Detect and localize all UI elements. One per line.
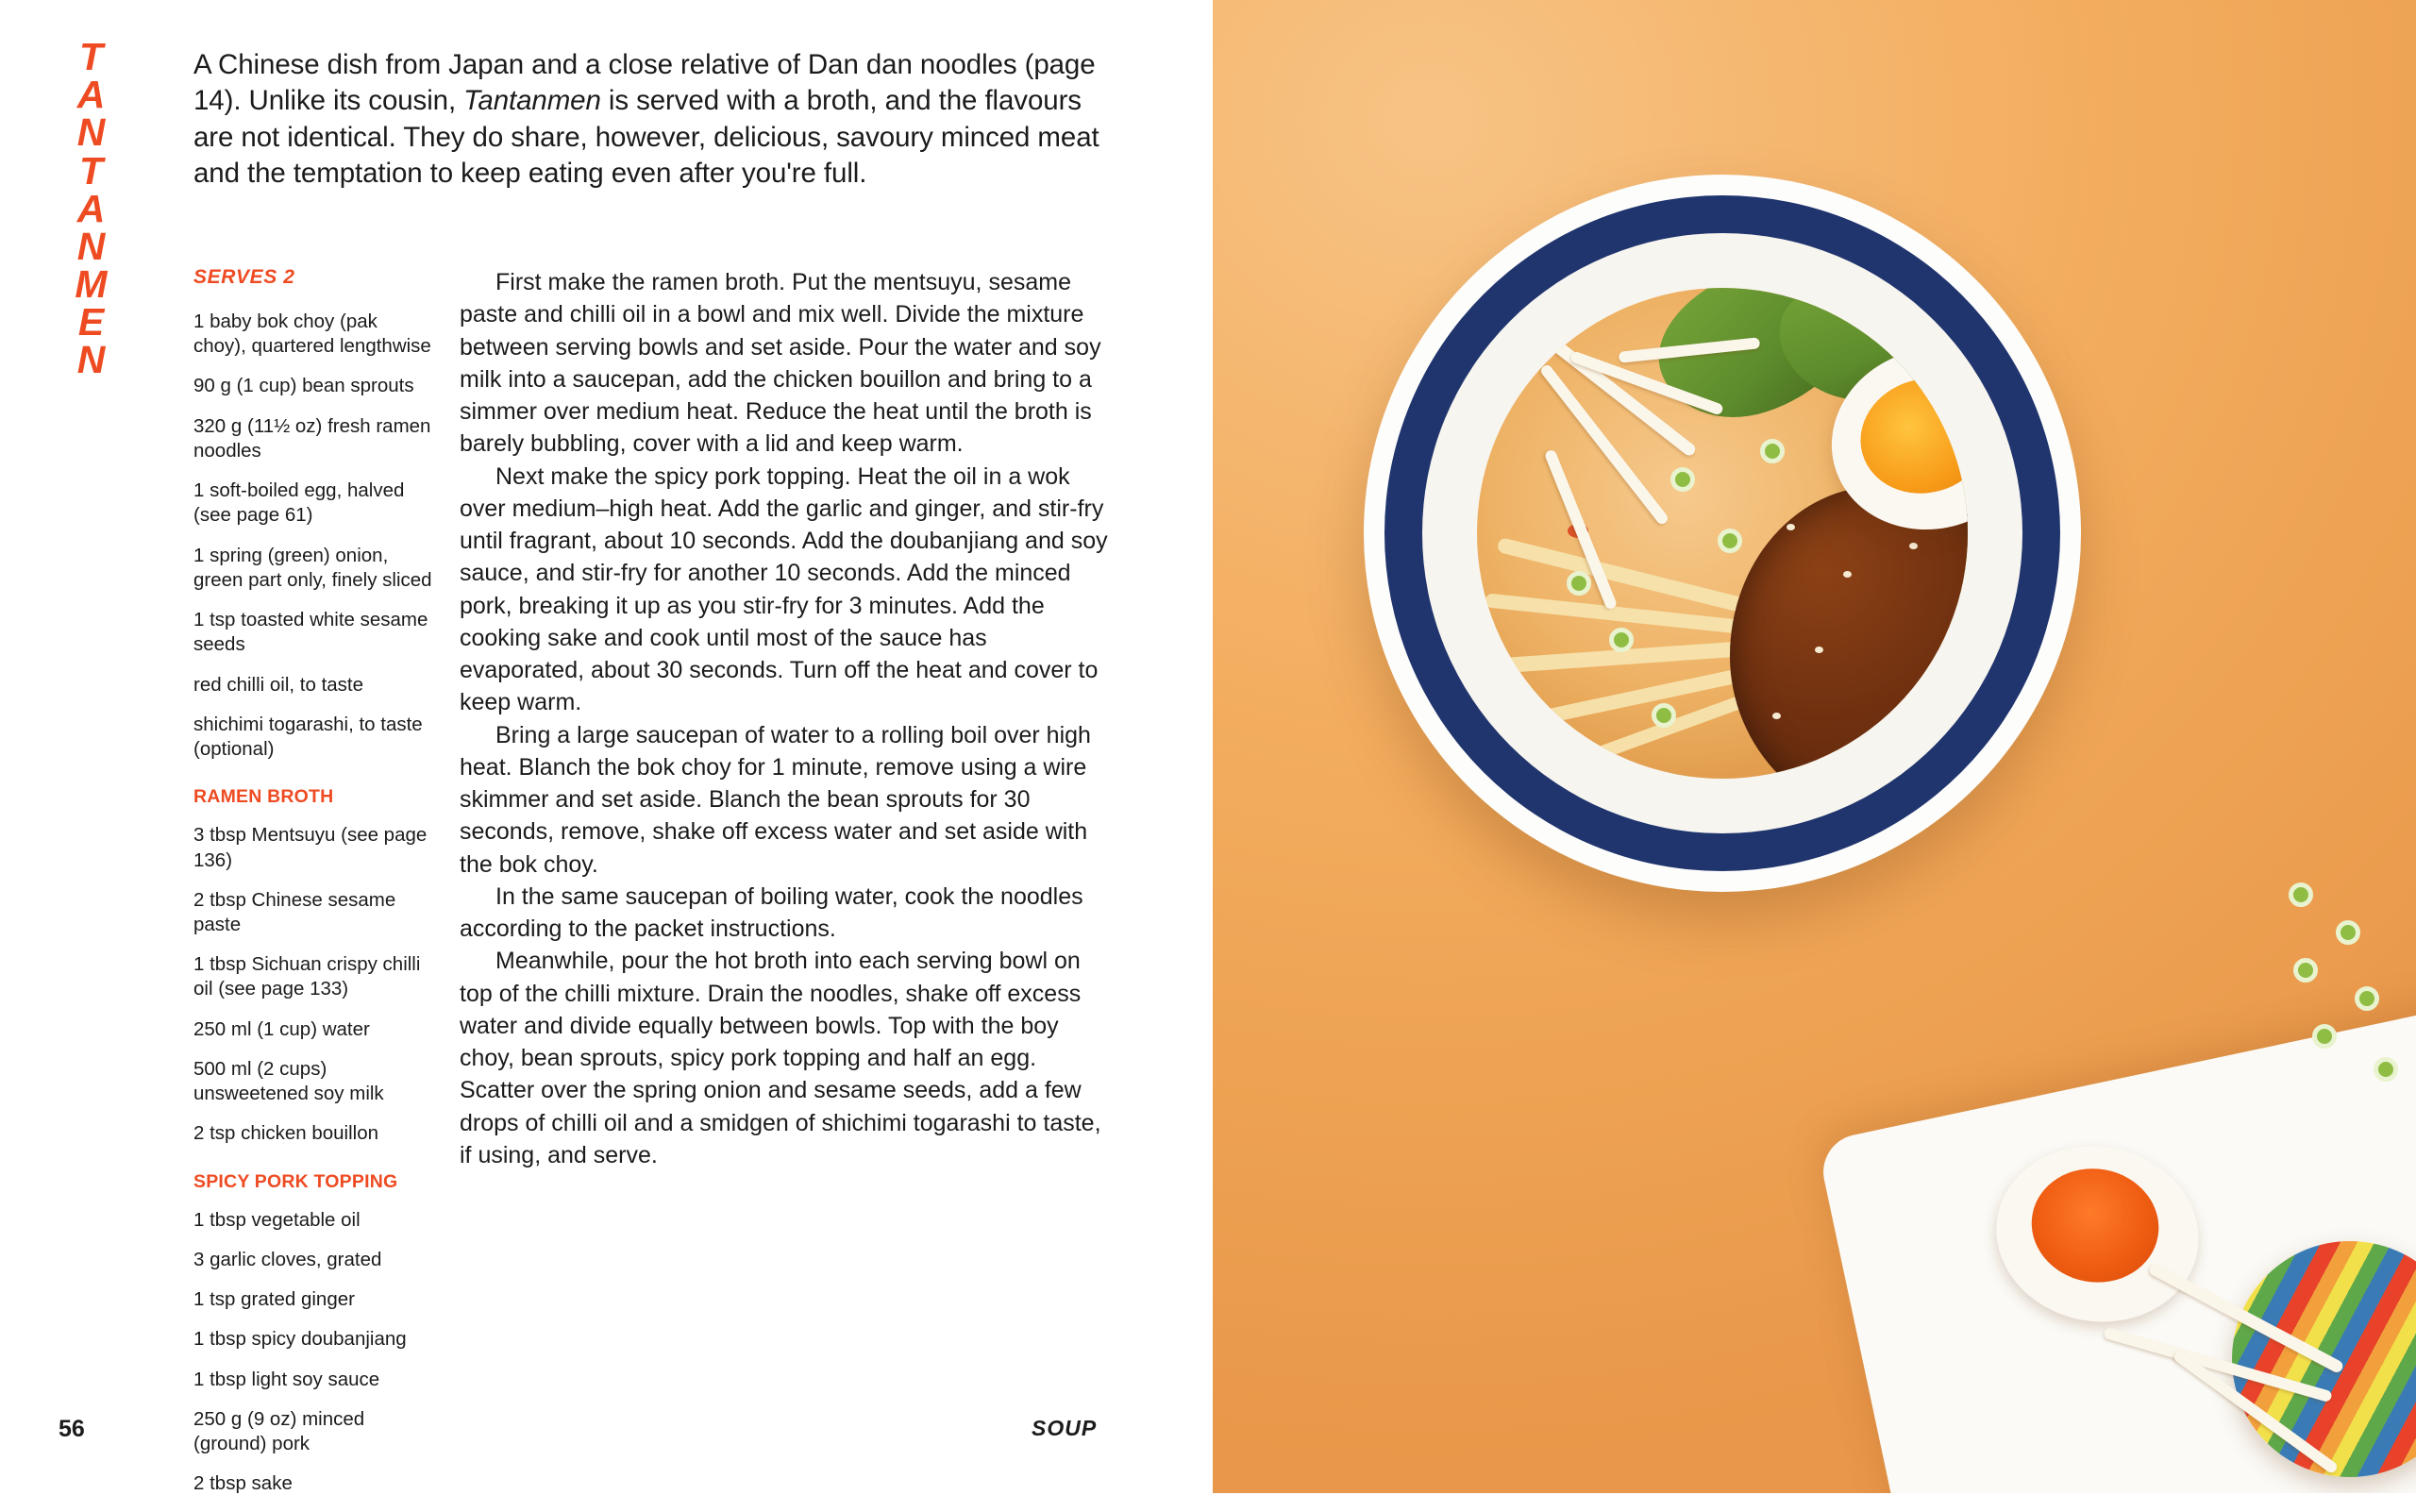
ingredient-item: 2 tbsp sake bbox=[193, 1472, 293, 1495]
ingredient-item: 1 tbsp light soy sauce bbox=[193, 1368, 380, 1390]
ingredient-item: 1 tsp toasted white sesame seeds bbox=[193, 609, 428, 656]
title-letter: T bbox=[78, 148, 105, 193]
spring-onion-slice bbox=[1652, 703, 1676, 728]
sesame-seed bbox=[1815, 647, 1823, 653]
title-letter: N bbox=[76, 224, 107, 268]
title-letter: M bbox=[75, 262, 109, 307]
sesame-seed bbox=[1871, 750, 1880, 757]
title-letter: E bbox=[77, 300, 106, 344]
ramen-broth-heading: RAMEN BROTH bbox=[193, 786, 334, 808]
title-letter: A bbox=[76, 73, 107, 117]
recipe-text-page bbox=[0, 0, 1213, 1493]
title-letter: N bbox=[76, 338, 107, 382]
title-letter: A bbox=[76, 186, 107, 230]
spring-onion-slice bbox=[2293, 958, 2318, 983]
intro-italic-word: Tantanmen bbox=[463, 85, 601, 117]
ingredient-item: 1 tbsp Sichuan crispy chilli oil (see page 133) bbox=[193, 953, 421, 1000]
bowl-rim-blue bbox=[1384, 195, 2060, 871]
spring-onion-slice bbox=[2312, 1024, 2337, 1049]
recipe-title-vertical bbox=[59, 35, 125, 382]
sesame-seed bbox=[1928, 675, 1937, 681]
serves-label: SERVES 2 bbox=[193, 266, 295, 288]
method-step: First make the ramen broth. Put the mentsuyu, sesame paste and chilli oil in a bowl and mix well. Divide the mixture between serving bowls and set aside. Pour the water and soy milk into a saucepan, add the chicken bouillon and bring to a simmer over medium heat. Reduce the heat until the broth is barely bubbling, cover with a lid and keep warm. bbox=[460, 269, 1101, 458]
ingredient-item: shichimi togarashi, to taste (optional) bbox=[193, 713, 423, 761]
ingredient-item: 2 tbsp Chinese sesame paste bbox=[193, 888, 396, 935]
recipe-intro bbox=[193, 47, 1109, 192]
ingredient-item: 1 tbsp vegetable oil bbox=[193, 1208, 361, 1231]
intro-part-2: is served with a broth, and the flavours are not identical. They do share, however, delicious, savoury minced meat and the temptation to keep eating even after you're full. bbox=[193, 85, 1099, 190]
sesame-seed bbox=[1843, 571, 1852, 578]
spring-onion-slice bbox=[1609, 628, 1634, 652]
ingredients-column bbox=[193, 266, 434, 1512]
recipe-photo-page bbox=[1213, 0, 2416, 1493]
spring-onion-slice bbox=[2336, 920, 2360, 945]
title-letter: T bbox=[78, 35, 105, 78]
intro-part-1: A Chinese dish from Japan and a close relative of Dan dan noodles (page 14). Unlike its cousin, bbox=[193, 49, 1096, 117]
ingredient-item: 500 ml (2 cups) unsweetened soy milk bbox=[193, 1057, 384, 1105]
running-head: SOUP bbox=[1032, 1416, 1098, 1440]
method-step: Next make the spicy pork topping. Heat the oil in a wok over medium–high heat. Add the garlic and ginger, and stir-fry until fragrant, about 10 seconds. Add the doubanjiang and soy sauce, and stir-fry for another 10 seconds. Add the minced pork, breaking it up as you stir-fry for 3 minutes. Add the cooking sake and cook until most of the sauce has evaporated, about 30 seconds. Turn off the heat and cover to keep warm. bbox=[460, 462, 1108, 716]
spring-onion-slice bbox=[1567, 571, 1591, 596]
title-letter: N bbox=[76, 110, 107, 155]
ingredient-item: 3 tbsp Mentsuyu (see page 136) bbox=[193, 824, 428, 871]
ramen-bowl bbox=[1364, 175, 2081, 892]
ingredient-item: 250 g (9 oz) minced (ground) pork bbox=[193, 1407, 365, 1455]
sesame-seed bbox=[1772, 713, 1781, 719]
ingredient-item: 3 garlic cloves, grated bbox=[193, 1248, 382, 1270]
spring-onion-slice bbox=[2355, 986, 2379, 1011]
ingredient-item: 250 ml (1 cup) water bbox=[193, 1017, 370, 1040]
method-step: Meanwhile, pour the hot broth into each serving bowl on top of the chilli mixture. Drain the noodles, shake off excess water and divide equally between bowls. Top with the boy choy, bean sprouts, spicy pork topping and half an egg. Scatter over the spring onion and sesame seeds, add a few drops of chilli oil and a smidgen of shichimi togarashi to taste, if using, and serve. bbox=[460, 948, 1101, 1168]
sesame-seed bbox=[1909, 543, 1918, 549]
page-number: 56 bbox=[59, 1416, 85, 1442]
spring-onion-slice bbox=[1670, 467, 1695, 492]
ingredient-item: 1 baby bok choy (pak choy), quartered lengthwise bbox=[193, 311, 431, 358]
ingredient-item: 320 g (11½ oz) fresh ramen noodles bbox=[193, 414, 431, 462]
ingredient-item: 1 spring (green) onion, green part only, finely sliced bbox=[193, 544, 432, 591]
spring-onion-slice bbox=[2289, 882, 2313, 907]
ingredient-item: 1 tbsp spicy doubanjiang bbox=[193, 1328, 407, 1351]
sesame-seed bbox=[1966, 599, 1968, 606]
sesame-seed bbox=[1787, 524, 1795, 530]
method-column bbox=[460, 266, 1111, 1171]
spring-onion-slice bbox=[2374, 1057, 2398, 1082]
bowl-rim-white bbox=[1422, 233, 2022, 833]
noodle bbox=[1538, 688, 1765, 779]
spring-onion-slice bbox=[1760, 439, 1785, 463]
ingredient-item: 2 tsp chicken bouillon bbox=[193, 1122, 379, 1145]
method-step: In the same saucepan of boiling water, cook the noodles according to the packet instructions. bbox=[460, 882, 1083, 942]
ingredient-item: 1 tsp grated ginger bbox=[193, 1288, 355, 1311]
spring-onion-cluster bbox=[2279, 882, 2416, 1100]
egg-yolk bbox=[1847, 363, 1968, 508]
spring-onion-slice bbox=[1718, 529, 1742, 553]
spicy-pork-topping-heading: SPICY PORK TOPPING bbox=[193, 1170, 398, 1192]
spicy-pork-topping bbox=[1730, 486, 1968, 779]
ingredient-item: 1 soft-boiled egg, halved (see page 61) bbox=[193, 479, 405, 527]
side-egg-yolk bbox=[2022, 1159, 2168, 1293]
broth-surface bbox=[1477, 288, 1968, 779]
ingredient-item: 90 g (1 cup) bean sprouts bbox=[193, 375, 414, 397]
ingredient-item: red chilli oil, to taste bbox=[193, 673, 364, 696]
method-step: Bring a large saucepan of water to a rolling boil over high heat. Blanch the bok choy for 1 minute, remove using a wire skimmer and set aside. Blanch the bean sprouts for 30 seconds, remove, shake off excess water and set aside with the bok choy. bbox=[460, 721, 1091, 878]
